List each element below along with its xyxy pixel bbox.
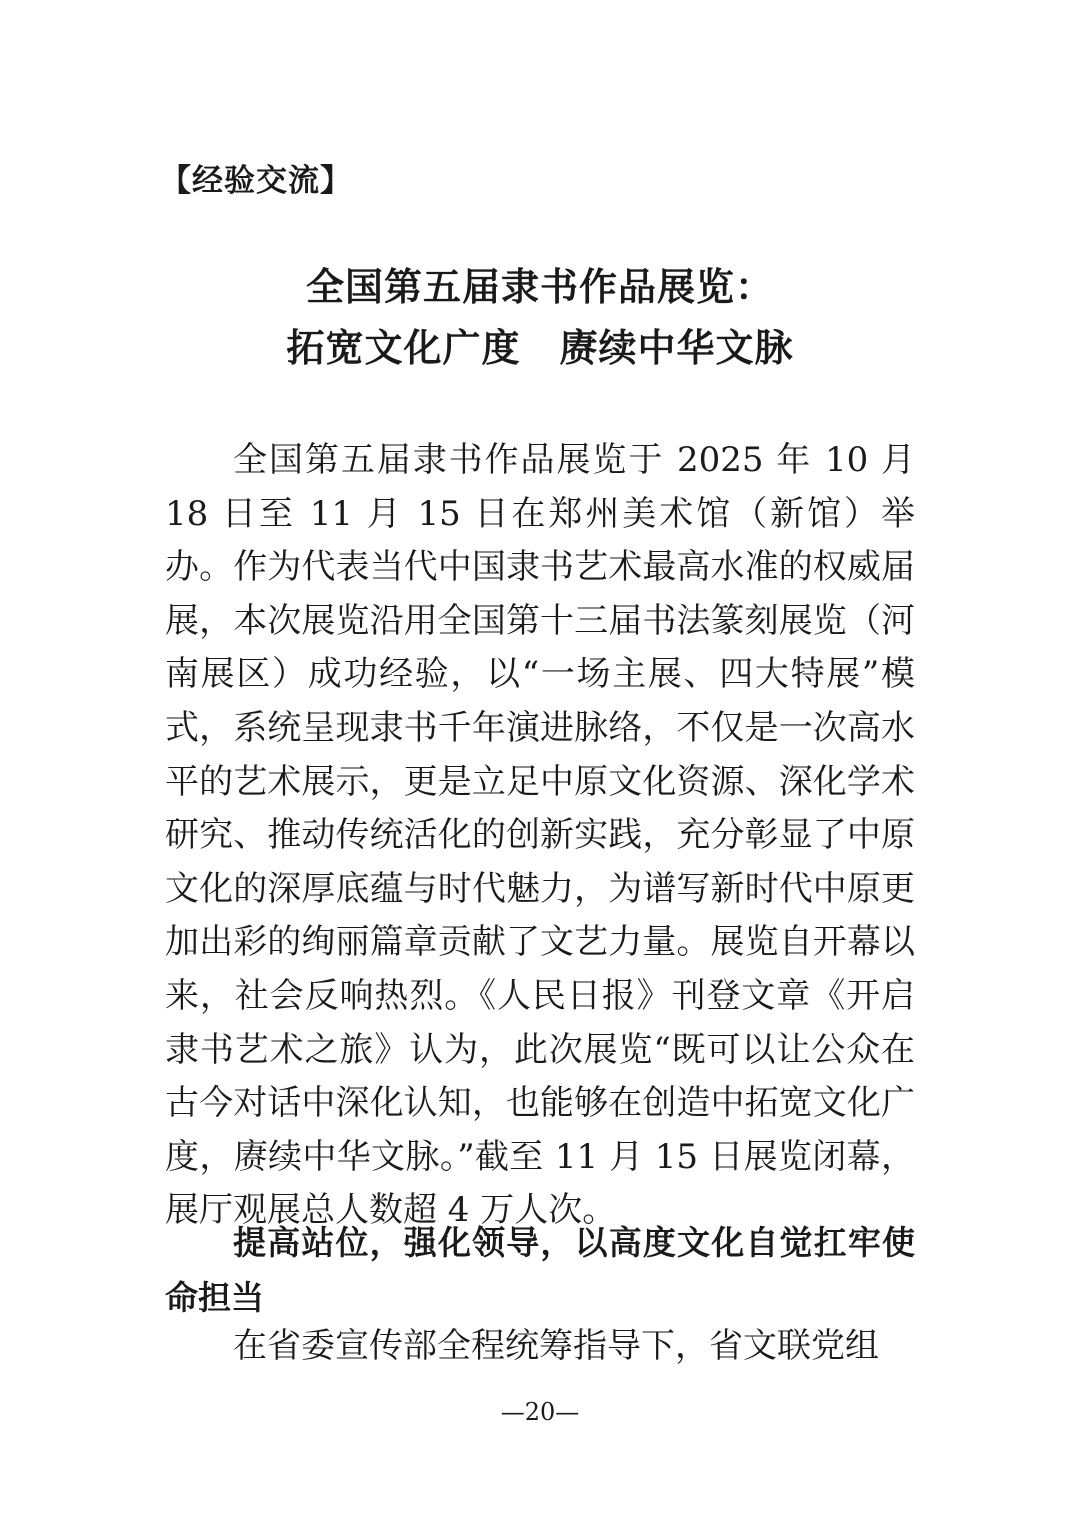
body-paragraph-2: 在省委宣传部全程统筹指导下，省文联党组 (233, 1326, 879, 1366)
article-title-line-1: 全国第五届隶书作品展览： (305, 264, 774, 309)
section-heading-1: 提高站位，强化领导，以高度文化自觉扛牢使命担当 (165, 1223, 915, 1317)
article-title-line-2: 拓宽文化广度 赓续中华文脉 (286, 325, 794, 370)
page-number: —20— (500, 1398, 580, 1426)
section-tag: 【经验交流】 (160, 163, 352, 199)
body-paragraph-1: 全国第五届隶书作品展览于 2025 年 10 月 18 日至 11 月 15 日在郑州美术馆（新馆）举办。作为代表当代中国隶书艺术最高水准的权威届展，本次展览沿用全国第十三届书法篆刻展览（河南展区）成功经验，以“一场主展、四大特展”模式，系统呈现隶书千年演进脉络，不仅是一次高水平的艺术展示，更是立足中原文化资源、深化学术研究、推动传统活化的创新实践，充分彰显了中原文化的深厚底蕴与时代魅力，为谱写新时代中原更加出彩的绚丽篇章贡献了文艺力量。展览自开幕以来，社会反响热烈。《人民日报》刊登文章《开启隶书艺术之旅》认为，此次展览“既可以让公众在古今对话中深化认知，也能够在创造中拓宽文化广度，赓续中华文脉。”截至 11 月 15 日展览闭幕，展厅观展总人数超 4 万人次。 (165, 440, 915, 1231)
